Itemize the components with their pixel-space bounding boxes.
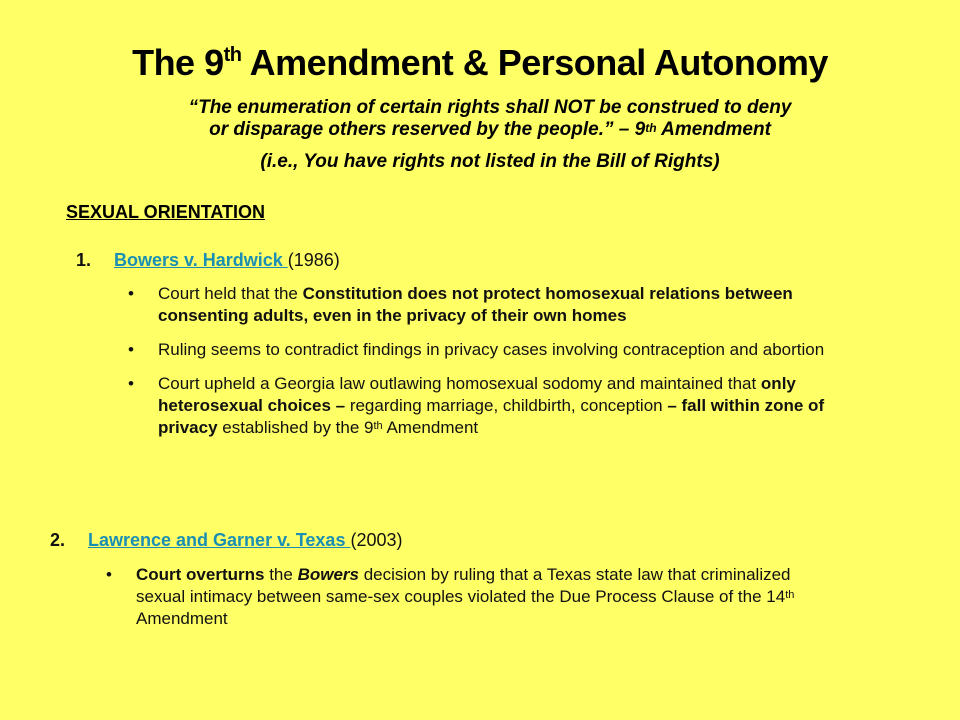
- bullet-bold-text: – fall within zone of privacy: [158, 396, 825, 437]
- quote-superscript: th: [645, 121, 657, 135]
- amendment-quote: [60, 97, 920, 141]
- bullet-text: Amendment: [136, 609, 228, 628]
- bullet-bold-text: Constitution does not protect homosexual relations between consenting adults, even in the privacy of their own homes: [158, 284, 793, 325]
- bowers-bullet-3: [128, 373, 828, 439]
- bullet-text: Ruling seems to contradict findings in privacy cases involving contraception and abortion: [158, 340, 825, 359]
- bullet-superscript: th: [785, 589, 795, 601]
- bullet-text: decision by ruling that a Texas state law that criminalized sexual intimacy between same-sex couples violated the Due Process Clause of the 14: [136, 565, 791, 606]
- case-year: (1986): [287, 250, 340, 270]
- case-year: (2003): [350, 530, 403, 550]
- bullet-bold-italic-text: Bowers: [297, 565, 359, 584]
- bullet-text: the: [264, 565, 298, 584]
- section-heading: SEXUAL ORIENTATION: [66, 202, 266, 222]
- title-text-post: Amendment & Personal Autonomy: [241, 42, 828, 83]
- bullet-text: established by the 9: [217, 418, 374, 437]
- bowers-v-hardwick-link[interactable]: Bowers v. Hardwick: [114, 250, 288, 270]
- quote-line-2-pre: or disparage others reserved by the people.” – 9: [209, 119, 646, 140]
- case-lawrence: [50, 530, 402, 551]
- title-text-pre: The 9: [132, 42, 224, 83]
- title-superscript: th: [223, 44, 242, 66]
- bowers-bullet-2: [128, 339, 828, 361]
- bullet-superscript: th: [373, 420, 383, 432]
- lawrence-and-garner-v-texas-link[interactable]: Lawrence and Garner v. Texas: [88, 530, 351, 550]
- quote-explanation: (i.e., You have rights not listed in the Bill of Rights): [260, 151, 720, 172]
- bullet-bold-text: Court overturns: [136, 565, 265, 584]
- bullet-text: Court held that the: [158, 284, 303, 303]
- case-number: 2.: [50, 530, 66, 550]
- case-number: 1.: [76, 250, 92, 270]
- bullet-text: Court upheld a Georgia law outlawing homosexual sodomy and maintained that: [158, 374, 761, 393]
- quote-line-2: [60, 119, 920, 141]
- bowers-bullet-list: [128, 283, 828, 451]
- case-bowers: [76, 250, 340, 271]
- bullet-text: regarding marriage, childbirth, conception: [345, 396, 668, 415]
- slide-title: [0, 42, 960, 84]
- quote-line-2-post: Amendment: [656, 119, 771, 140]
- quote-line-1: “The enumeration of certain rights shall NOT be construed to deny: [188, 97, 792, 118]
- bullet-text: Amendment: [382, 418, 479, 437]
- bullet-bold-text: only heterosexual choices –: [158, 374, 796, 415]
- bowers-bullet-1: [128, 283, 828, 327]
- lawrence-bullet-1: [106, 564, 826, 630]
- lawrence-bullet-list: [106, 564, 826, 642]
